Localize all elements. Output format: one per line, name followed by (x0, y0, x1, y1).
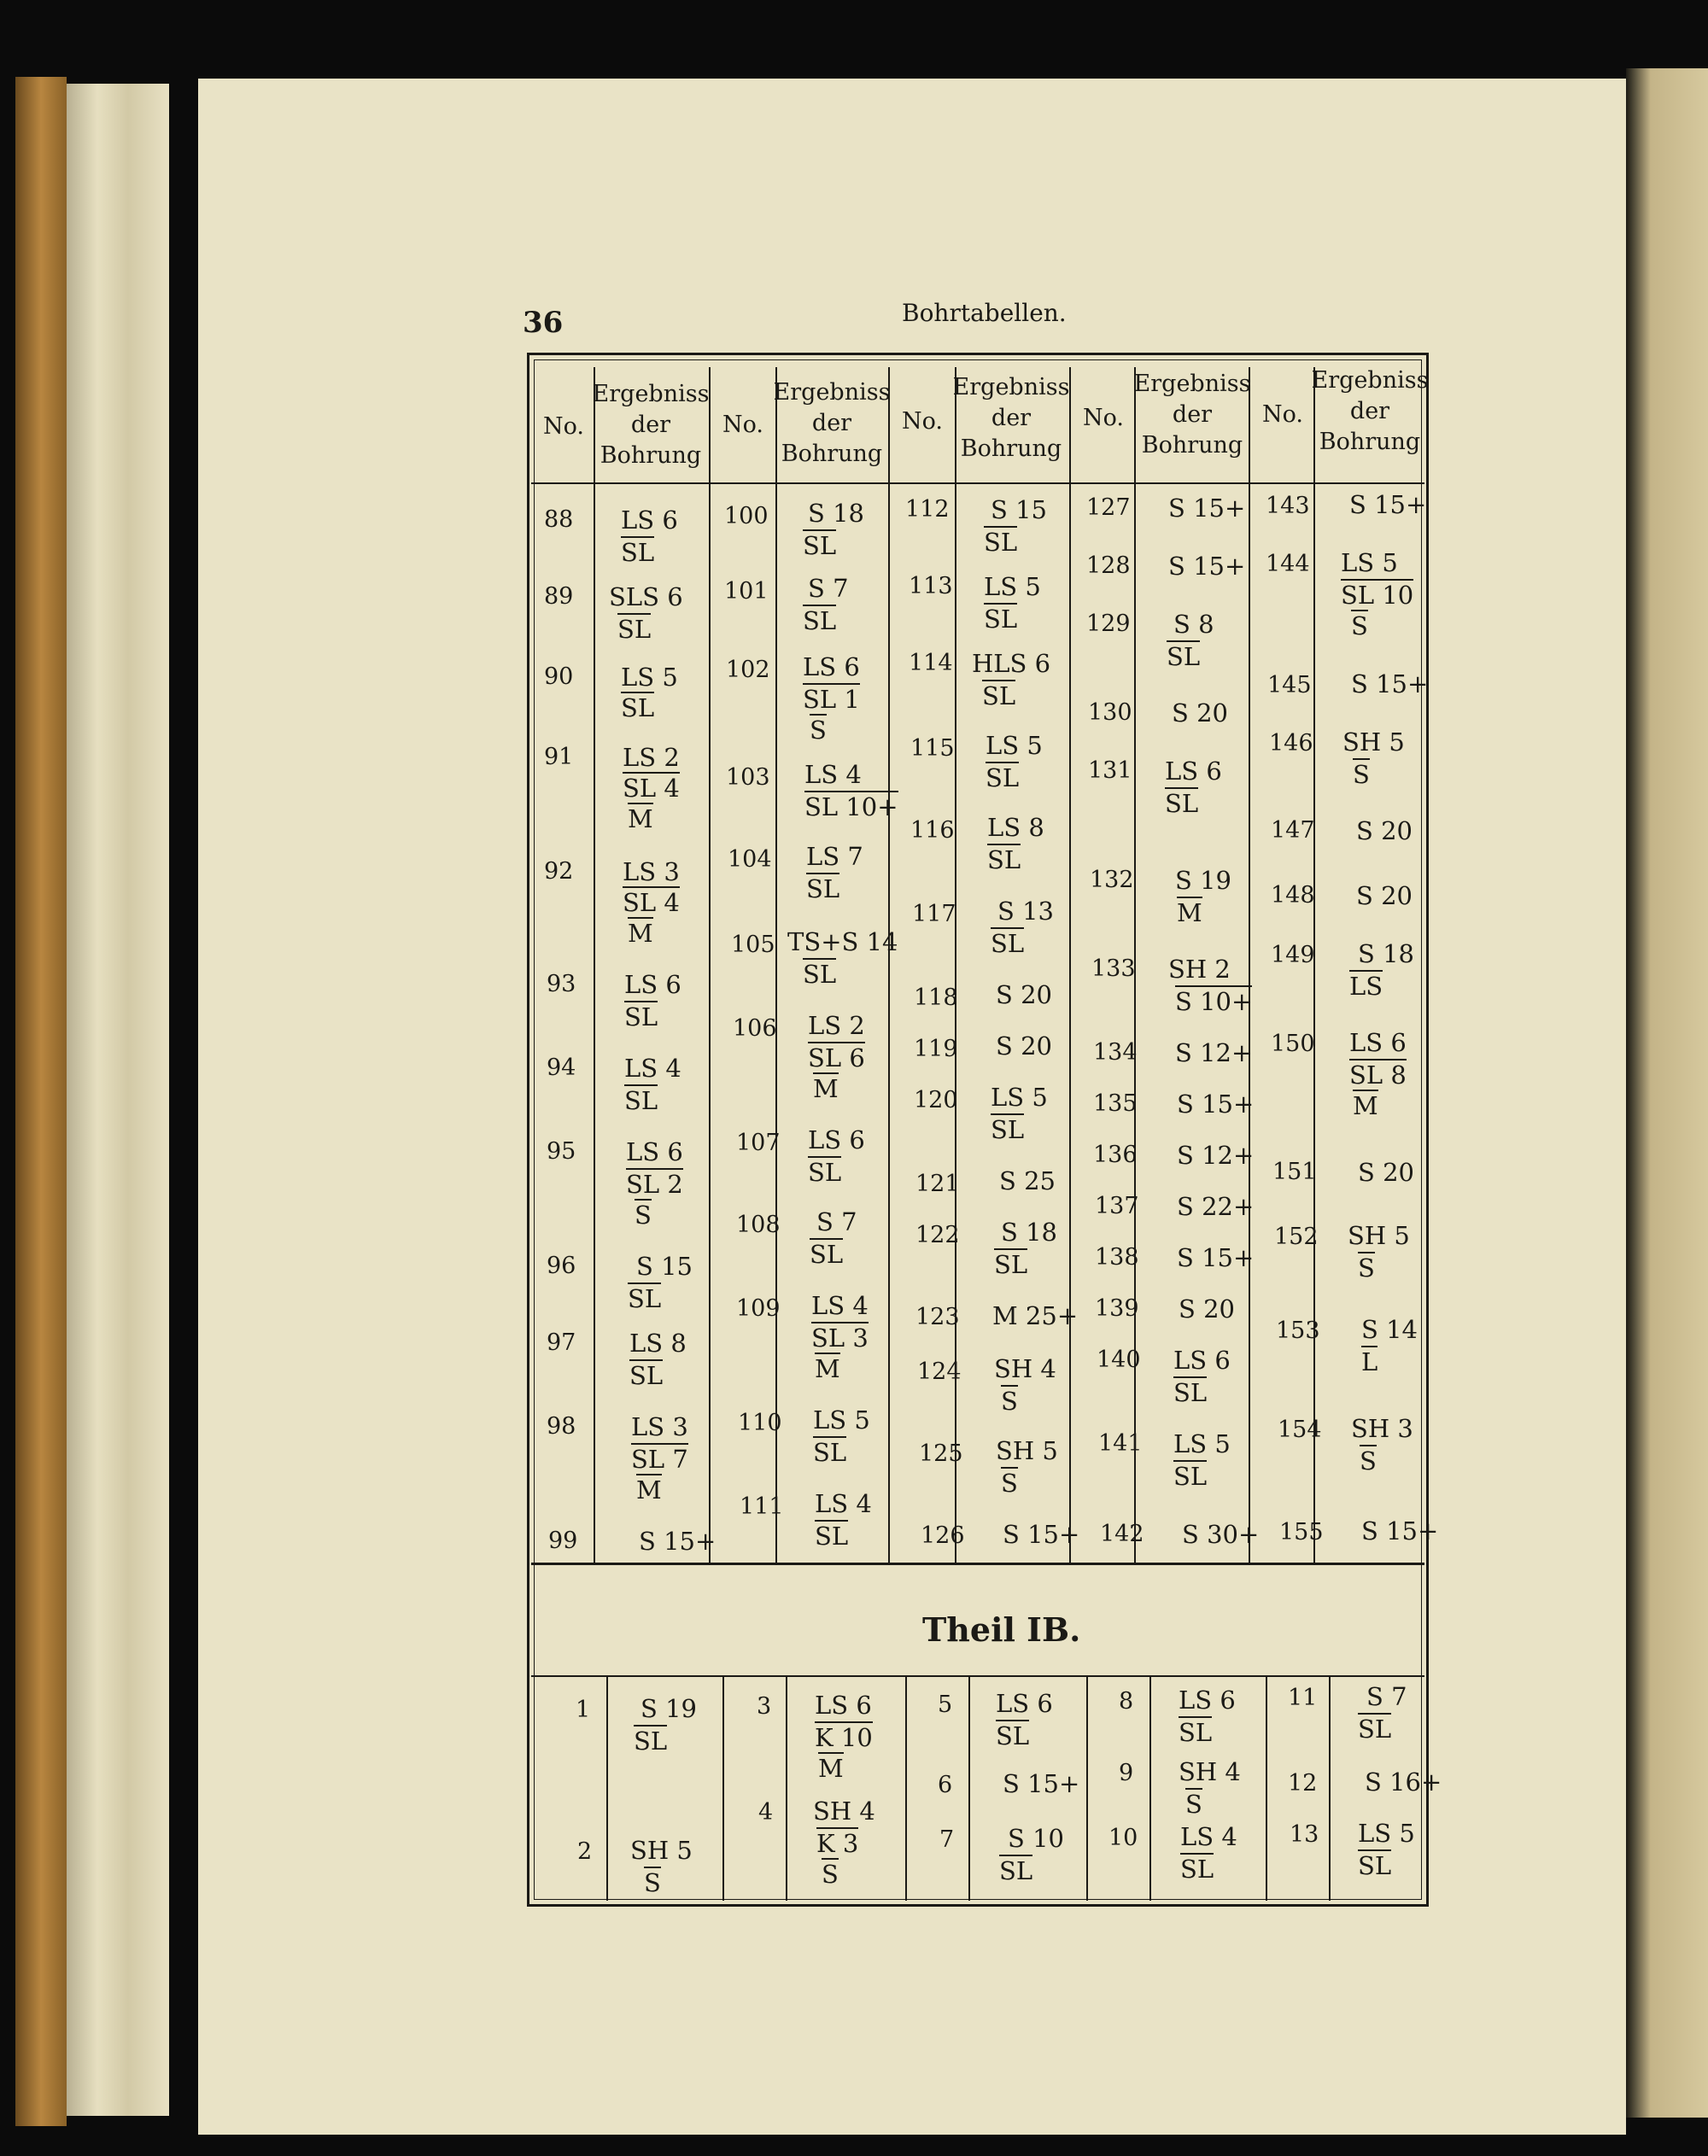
bore-number: 8 (1119, 1688, 1134, 1715)
bore-result: LS 4 (624, 1054, 681, 1083)
bore-number: 123 (915, 1304, 960, 1330)
bore-result: LS 6 (1349, 1028, 1407, 1057)
bore-number: 110 (738, 1410, 782, 1436)
column-rule (1249, 367, 1250, 1563)
header-line: der (991, 405, 1032, 431)
bore-result: SL (628, 1284, 662, 1313)
bore-number: 139 (1095, 1295, 1139, 1322)
bore-number: 147 (1271, 817, 1315, 844)
bore-number: 10 (1108, 1825, 1138, 1851)
section-title: Theil IB. (922, 1610, 1081, 1649)
bore-result: SL (986, 763, 1020, 792)
bore-number: 12 (1288, 1770, 1318, 1797)
bore-number: 1 (576, 1697, 591, 1723)
bore-result: SH 4 (1179, 1757, 1241, 1786)
bore-result: SL (803, 606, 837, 635)
bore-result: S 7 (816, 1207, 857, 1236)
column-rule (786, 1677, 787, 1901)
bore-result: S (810, 716, 827, 745)
header-no: No. (543, 413, 584, 440)
header-line: Ergebniss (952, 374, 1070, 400)
bore-result: LS 5 (1173, 1429, 1231, 1458)
bore-number: 113 (909, 573, 953, 599)
header-line: Ergebniss (592, 381, 710, 407)
bore-number: 138 (1095, 1244, 1139, 1271)
header-no: No. (1083, 405, 1124, 431)
bore-number: 97 (547, 1329, 576, 1356)
bore-number: 114 (909, 650, 953, 676)
bore-number: 5 (938, 1691, 953, 1718)
bore-result: M (636, 1475, 662, 1505)
bore-result: S 20 (1172, 698, 1228, 727)
bore-result: SL (982, 681, 1016, 710)
bore-result: M (628, 804, 653, 833)
bore-result: LS 4 (811, 1291, 869, 1320)
bore-result: SL 2 (626, 1170, 683, 1199)
bore-result: S 20 (996, 980, 1052, 1009)
bore-number: 6 (938, 1772, 953, 1798)
bore-result: TS+S 14 (787, 927, 898, 956)
bore-number: 92 (544, 858, 574, 885)
bore-result: S 19 (640, 1694, 697, 1723)
bore-result: S 18 (1358, 939, 1414, 968)
bore-result: SL (1167, 642, 1201, 671)
bore-result: S (635, 1201, 652, 1230)
bore-result: LS 6 (626, 1137, 683, 1166)
bore-result: SH 5 (1348, 1221, 1410, 1250)
bore-number: 94 (547, 1055, 576, 1081)
bore-number: 120 (914, 1087, 958, 1113)
bore-number: 131 (1088, 757, 1132, 784)
bore-result: LS 5 (1358, 1819, 1415, 1848)
bore-result: S 15+ (1003, 1520, 1080, 1549)
bore-result: LS 5 (813, 1405, 870, 1434)
bore-result: LS 6 (624, 970, 681, 999)
bore-result: S 22+ (1177, 1192, 1255, 1221)
bore-number: 134 (1093, 1039, 1138, 1066)
bore-result: S 19 (1175, 866, 1231, 895)
bore-result: SL (1358, 1715, 1392, 1744)
bore-number: 149 (1271, 942, 1315, 968)
bore-number: 146 (1269, 730, 1313, 757)
bore-result: LS 8 (629, 1329, 687, 1358)
bore-result: LS 2 (623, 743, 680, 772)
bore-number: 3 (757, 1693, 772, 1720)
bore-result: SL (621, 538, 655, 567)
bore-number: 127 (1086, 494, 1131, 521)
bore-number: 107 (736, 1130, 781, 1156)
header-ergebniss (1312, 365, 1429, 458)
bore-number: 101 (724, 578, 769, 605)
bore-result: SL 1 (803, 685, 860, 714)
bore-number: 105 (731, 932, 775, 958)
bore-result: SL (815, 1522, 849, 1551)
bore-number: 128 (1086, 552, 1131, 579)
header-no: No. (1262, 401, 1303, 428)
bore-result: S 7 (808, 574, 849, 603)
bore-result: SL (634, 1727, 668, 1756)
header-line: Bohrung (1141, 432, 1243, 459)
bore-result: S (822, 1860, 839, 1889)
bore-result: LS 6 (808, 1125, 865, 1154)
bore-result: SH 4 (813, 1797, 875, 1826)
bore-result: SL (1165, 789, 1199, 818)
bore-result: SL 6 (808, 1043, 865, 1072)
column-rule (1069, 367, 1071, 1563)
bore-result: S 20 (1358, 1158, 1414, 1187)
bore-number: 126 (921, 1522, 965, 1549)
bore-result: SL (996, 1721, 1030, 1750)
bore-result: S 7 (1366, 1682, 1407, 1711)
bore-result: S 15+ (1168, 494, 1246, 523)
bore-result: S 15+ (1349, 490, 1427, 519)
bore-number: 104 (728, 846, 772, 873)
bore-result: LS 6 (1179, 1686, 1236, 1715)
bore-result: LS 8 (987, 813, 1044, 842)
bore-result: LS 5 (986, 731, 1043, 760)
bore-number: 122 (915, 1222, 960, 1248)
bore-result: M (1177, 898, 1202, 927)
bore-result: LS 6 (621, 505, 678, 535)
bore-result: SH 5 (1342, 727, 1405, 757)
bore-result: LS 6 (996, 1689, 1053, 1718)
bore-result: SL (1173, 1462, 1208, 1491)
bore-result: SL (808, 1158, 842, 1187)
bore-result: SL (1173, 1378, 1208, 1407)
header-rule (531, 482, 1424, 484)
header-line: der (630, 412, 671, 438)
bore-result: M 25+ (992, 1301, 1079, 1330)
bore-result: LS 6 (1165, 757, 1222, 786)
bore-result: LS 4 (815, 1489, 872, 1518)
bore-result: S 10+ (1175, 987, 1253, 1016)
bore-number: 117 (912, 901, 956, 927)
bore-result: LS 6 (815, 1691, 872, 1720)
bore-number: 89 (544, 583, 574, 610)
bore-number: 13 (1290, 1821, 1319, 1848)
bore-result: S 14 (1361, 1315, 1418, 1344)
bore-number: 96 (547, 1253, 576, 1279)
bore-result: LS 3 (623, 857, 680, 886)
bore-number: 155 (1279, 1519, 1324, 1545)
bore-number: 133 (1091, 955, 1136, 982)
bore-result: SLS 6 (609, 582, 683, 611)
book-spine (15, 77, 67, 2126)
header-line: der (811, 410, 852, 436)
bore-result: SL 4 (623, 888, 680, 917)
bore-result: S 15+ (1168, 552, 1246, 581)
bore-result: SH 5 (630, 1836, 693, 1865)
page-edges (67, 84, 169, 2116)
bore-number: 150 (1271, 1031, 1315, 1057)
header-no: No. (722, 412, 763, 438)
bore-result: LS (1349, 972, 1383, 1001)
bore-number: 99 (548, 1528, 578, 1554)
bore-result: SL (806, 874, 840, 903)
bore-result: SH 2 (1168, 955, 1231, 984)
bore-result: SL 4 (623, 774, 680, 803)
bore-result: SH 4 (994, 1354, 1056, 1383)
bore-result: M (813, 1074, 839, 1103)
bore-result: SL (803, 531, 837, 560)
bore-number: 115 (910, 735, 955, 762)
bore-result: SL (803, 960, 837, 989)
bore-number: 130 (1088, 699, 1132, 726)
header-no: No. (902, 408, 943, 435)
bore-number: 95 (547, 1138, 576, 1165)
column-rule (968, 1677, 970, 1901)
bore-result: K 3 (816, 1829, 859, 1858)
bore-result: S 15+ (1177, 1090, 1255, 1119)
header-line: Bohrung (600, 442, 702, 469)
bore-number: 141 (1098, 1430, 1143, 1457)
bore-number: 93 (547, 971, 576, 997)
bore-number: 136 (1093, 1142, 1138, 1168)
bore-result: S 15 (991, 495, 1047, 524)
bore-result: SL (1179, 1718, 1213, 1747)
bore-result: S 30+ (1182, 1520, 1260, 1549)
header-line: Ergebniss (773, 379, 891, 406)
bore-result: SL (629, 1361, 664, 1390)
bore-number: 88 (544, 506, 574, 533)
bore-result: LS 4 (1180, 1822, 1237, 1851)
bore-result: SL 3 (811, 1323, 869, 1353)
bore-result: S 15+ (1361, 1516, 1439, 1545)
bore-number: 98 (547, 1413, 576, 1440)
bore-number: 108 (736, 1212, 781, 1238)
bore-result: LS 7 (806, 842, 863, 871)
bore-number: 151 (1272, 1159, 1317, 1185)
header-line: der (1349, 398, 1390, 424)
header-line: Ergebniss (1311, 367, 1429, 394)
column-rule (1086, 1677, 1088, 1901)
column-rule (594, 367, 595, 1563)
column-rule (1329, 1677, 1331, 1901)
bore-result: LS 5 (984, 572, 1041, 601)
bore-result: HLS 6 (972, 649, 1051, 678)
page-number: 36 (523, 306, 564, 340)
bore-number: 118 (914, 985, 958, 1011)
bore-result: S 20 (1356, 816, 1413, 845)
bore-result: S (1001, 1387, 1018, 1416)
header-line: der (1172, 401, 1213, 428)
bore-result: SL (984, 605, 1018, 634)
column-rule (606, 1677, 608, 1901)
bore-result: S 12+ (1177, 1141, 1255, 1170)
bore-number: 111 (740, 1493, 784, 1520)
bore-result: SL 10 (1341, 581, 1414, 610)
bore-result: S 20 (996, 1031, 1052, 1060)
bore-result: S (1360, 1446, 1377, 1475)
bore-number: 125 (919, 1440, 963, 1467)
bore-result: SL (813, 1438, 847, 1467)
bore-result: LS 4 (804, 760, 862, 789)
bore-number: 135 (1093, 1090, 1138, 1117)
bore-number: 9 (1119, 1760, 1134, 1786)
bore-result: SH 5 (996, 1436, 1058, 1465)
header-ergebniss (774, 377, 891, 470)
bore-result: SL (994, 1250, 1028, 1279)
bore-result: SL 7 (631, 1445, 688, 1474)
bore-result: SL (621, 693, 655, 722)
bore-result: S (1353, 760, 1370, 789)
bore-number: 109 (736, 1295, 781, 1322)
column-rule (775, 367, 777, 1563)
header-ergebniss (1134, 369, 1251, 461)
bore-result: SL (999, 1856, 1033, 1885)
bore-number: 152 (1274, 1224, 1319, 1250)
bore-number: 2 (577, 1838, 593, 1865)
bore-number: 119 (914, 1036, 958, 1062)
bore-result: SL 8 (1349, 1060, 1407, 1090)
bore-result: SL 10+ (804, 792, 898, 821)
running-head: Bohrtabellen. (902, 299, 1067, 327)
bore-number: 142 (1100, 1521, 1144, 1547)
bore-number: 148 (1271, 882, 1315, 909)
bore-result: SL (1180, 1855, 1214, 1884)
bore-result: LS 3 (631, 1412, 688, 1441)
header-line: Bohrung (781, 441, 883, 467)
bore-number: 90 (544, 663, 574, 690)
header-line: Ergebniss (1133, 371, 1251, 397)
bore-number: 144 (1266, 551, 1310, 577)
bore-result: SL (991, 1115, 1025, 1144)
bore-number: 4 (758, 1799, 774, 1826)
bore-result: SL (624, 1002, 658, 1031)
bore-number: 112 (905, 496, 950, 523)
header-line: Bohrung (960, 435, 1062, 462)
bore-result: LS 6 (803, 652, 860, 681)
column-rule (709, 367, 711, 1563)
bore-result: LS 5 (1341, 548, 1398, 577)
bore-result: S 18 (1001, 1218, 1057, 1247)
bore-result: S (1351, 611, 1368, 640)
bore-result: S (1001, 1469, 1018, 1498)
column-rule (888, 367, 890, 1563)
bore-result: S 15+ (1177, 1243, 1255, 1272)
bore-number: 124 (917, 1358, 962, 1385)
facing-page-edge (1626, 68, 1708, 2118)
bore-number: 143 (1266, 493, 1310, 519)
bore-result: LS 5 (991, 1083, 1048, 1112)
bore-result: M (815, 1354, 840, 1383)
bore-number: 103 (726, 764, 770, 791)
bore-result: M (628, 919, 653, 948)
bore-number: 11 (1288, 1685, 1318, 1711)
bore-result: LS 5 (621, 663, 678, 692)
bore-number: 102 (726, 657, 770, 683)
bore-number: 106 (733, 1015, 777, 1042)
bore-result: SH 3 (1351, 1414, 1413, 1443)
bore-number: 7 (939, 1826, 955, 1853)
column-rule (1149, 1677, 1151, 1901)
header-ergebniss (953, 372, 1070, 465)
section-rule-top (531, 1563, 1424, 1565)
bore-result: S 8 (1173, 610, 1214, 639)
bore-result: S 15+ (1351, 669, 1429, 698)
section-rule-bottom (531, 1675, 1424, 1677)
bore-number: 116 (910, 817, 955, 844)
bore-number: 121 (915, 1171, 960, 1197)
bore-result: S 15+ (1003, 1769, 1080, 1798)
column-rule (905, 1677, 907, 1901)
bore-number: 91 (544, 744, 574, 770)
bore-result: SL (810, 1240, 844, 1269)
bore-number: 100 (724, 503, 769, 529)
bore-result: S (1358, 1253, 1375, 1282)
column-rule (722, 1677, 724, 1901)
bore-result: LS 2 (808, 1011, 865, 1040)
bore-result: SL (987, 845, 1021, 874)
bore-result: S 15 (636, 1252, 693, 1281)
column-rule (1266, 1677, 1267, 1901)
bore-result: SL (617, 615, 652, 644)
bore-result: M (1353, 1091, 1378, 1120)
bore-result: S 16+ (1365, 1767, 1442, 1797)
bore-result: S (644, 1868, 661, 1897)
bore-result: SL (984, 528, 1018, 557)
bore-result: S (1185, 1790, 1202, 1819)
bore-result: S 12+ (1175, 1038, 1253, 1067)
bore-result: SL (991, 929, 1025, 958)
bore-number: 153 (1276, 1318, 1320, 1344)
bore-result: S 20 (1356, 881, 1413, 910)
bore-number: 145 (1267, 672, 1312, 698)
bore-result: S 10 (1008, 1824, 1064, 1853)
bore-result: S 20 (1179, 1294, 1235, 1323)
bore-result: LS 6 (1173, 1346, 1231, 1375)
header-line: Bohrung (1319, 429, 1421, 455)
bore-number: 132 (1090, 867, 1134, 893)
bore-result: K 10 (815, 1723, 873, 1752)
bore-number: 129 (1086, 611, 1131, 637)
bore-result: SL (624, 1086, 658, 1115)
bore-result: M (818, 1754, 844, 1783)
bore-result: L (1361, 1347, 1378, 1376)
bore-number: 140 (1097, 1347, 1141, 1373)
bore-result: S 18 (808, 499, 864, 528)
header-ergebniss (593, 379, 710, 471)
bore-result: S 15+ (639, 1527, 717, 1556)
bore-result: S 25 (999, 1166, 1056, 1195)
bore-number: 154 (1278, 1417, 1322, 1443)
bore-result: SL (1358, 1851, 1392, 1880)
bore-result: S 13 (997, 897, 1054, 926)
bore-number: 137 (1095, 1193, 1139, 1219)
